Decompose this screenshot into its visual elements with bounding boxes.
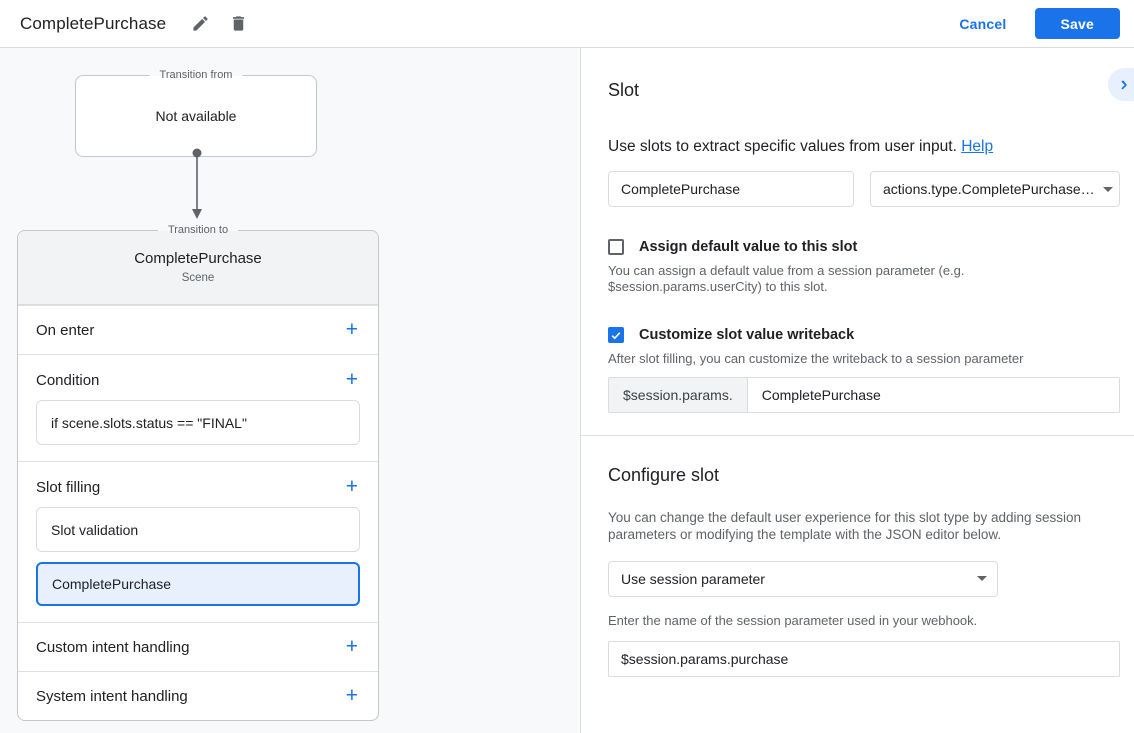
condition-item[interactable]: if scene.slots.status == "FINAL" [36,400,360,445]
slot-filling-label: Slot filling [36,478,101,496]
assign-default-label[interactable]: Assign default value to this slot [639,239,858,255]
slot-intro-text [608,137,1120,157]
session-param-input[interactable] [608,641,1120,677]
slot-config-method-select[interactable] [608,561,998,597]
assign-default-description: You can assign a default value from a session parameter (e.g. $session.params.userCity) to this slot. [608,263,965,294]
slot-item-completepurchase[interactable]: CompletePurchase [36,562,360,606]
session-param-label: Enter the name of the session parameter used in your webhook. [608,612,978,628]
pencil-icon [191,14,210,33]
custom-intent-label: Custom intent handling [36,638,190,656]
writeback-param-input[interactable] [748,378,1119,412]
custom-intent-row [18,622,378,671]
writeback-checkbox[interactable] [608,327,624,343]
transition-from-box [75,69,317,157]
slot-intro-sentence: Use slots to extract specific values from user input. [608,138,957,155]
slot-filling-section [18,461,378,622]
configure-slot-description: You can change the default user experience for this slot type by adding session parameters or modifying the template with the JSON editor below. [608,509,1082,542]
checkmark-icon [610,329,622,342]
app-header [0,0,1134,48]
edit-scene-button[interactable] [184,8,216,40]
on-enter-label: On enter [36,321,95,339]
transition-from-value: Not available [155,108,237,124]
transition-to-legend: Transition to [158,223,238,238]
page-title: CompletePurchase [20,13,167,33]
flow-arrow [189,148,205,222]
transition-to-header [18,224,378,305]
writeback-row [608,327,1120,343]
dropdown-arrow-icon [1103,187,1113,192]
add-system-intent-button[interactable]: + [345,684,358,707]
transition-from-legend: Transition from [150,68,243,83]
slot-panel-title: Slot [608,80,640,100]
system-intent-row [18,671,378,720]
on-enter-row [18,305,378,354]
cancel-button[interactable]: Cancel [959,15,1007,32]
delete-scene-button[interactable] [222,8,254,40]
slot-type-value: actions.type.CompletePurchase… [883,181,1095,197]
add-slot-button[interactable]: + [345,475,358,498]
system-intent-label: System intent handling [36,687,188,705]
writeback-param-field [608,377,1120,413]
slot-item-validation[interactable]: Slot validation [36,507,360,552]
configure-slot-title: Configure slot [608,464,720,485]
writeback-description: After slot filling, you can customize the writeback to a session parameter [608,351,1024,366]
section-divider [581,435,1134,436]
assign-default-row [608,239,1120,255]
collapse-panel-button[interactable] [1108,68,1134,101]
save-button[interactable]: Save [1035,8,1121,39]
session-params-prefix: $session.params. [609,378,748,412]
slot-config-method-value: Use session parameter [621,570,765,587]
assign-default-checkbox[interactable] [608,239,624,255]
writeback-label[interactable]: Customize slot value writeback [639,327,855,343]
chevron-right-icon [1115,76,1133,94]
scene-diagram-panel [0,48,581,733]
scene-name: CompletePurchase [134,250,262,267]
add-custom-intent-button[interactable]: + [345,635,358,658]
add-condition-button[interactable]: + [345,368,358,391]
condition-section [18,354,378,461]
help-link[interactable]: Help [961,138,994,155]
transition-to-card [17,224,379,721]
slot-name-input[interactable] [608,171,854,207]
scene-type: Scene [181,272,215,284]
dropdown-arrow-icon [977,576,987,581]
trash-icon [229,14,248,33]
add-on-enter-button[interactable]: + [345,318,358,341]
slot-type-select[interactable] [870,171,1120,207]
slot-detail-panel [581,48,1134,733]
condition-label: Condition [36,371,100,389]
